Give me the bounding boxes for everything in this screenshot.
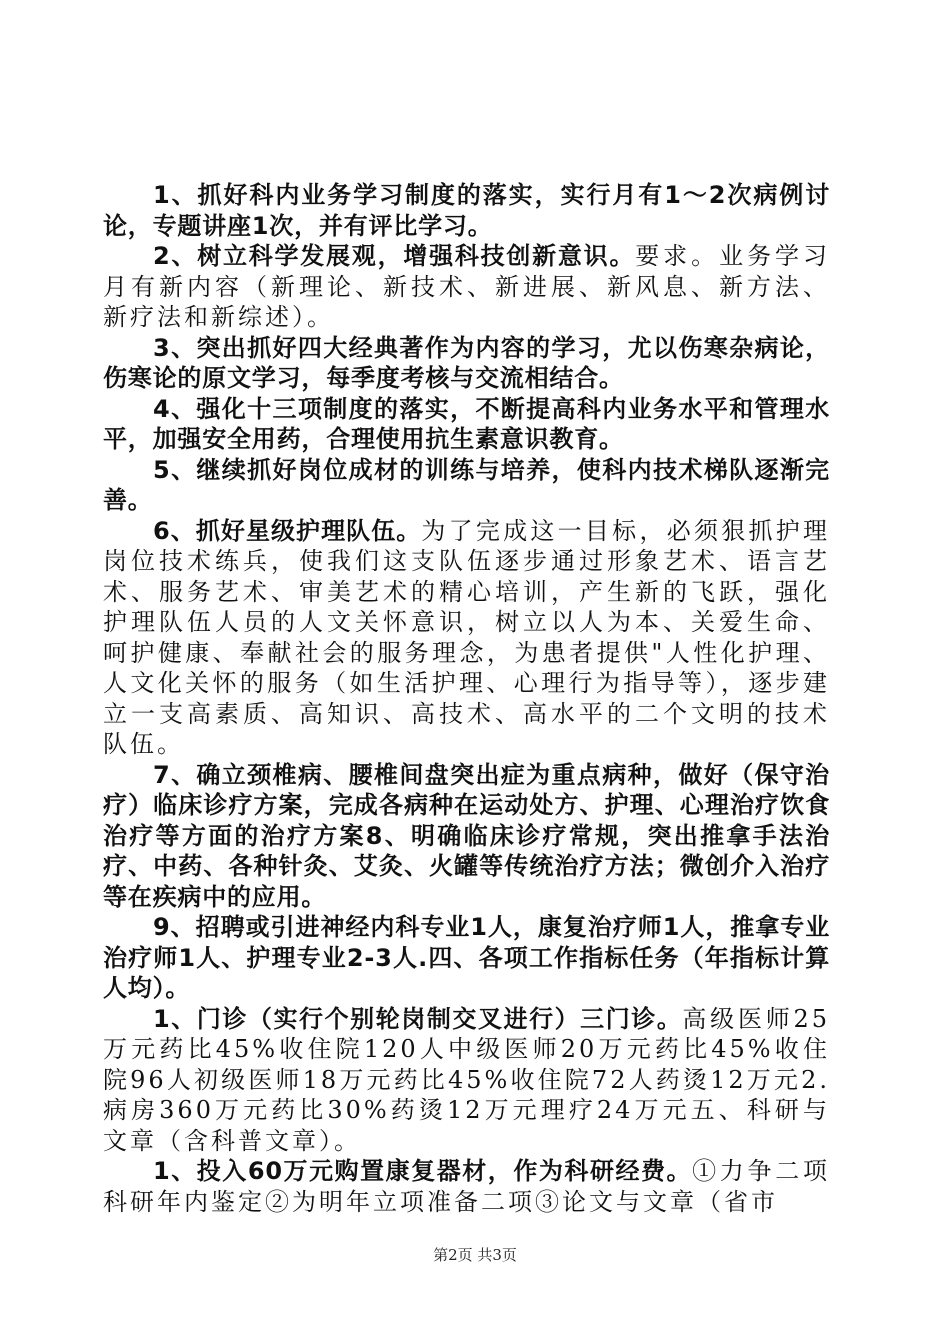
paragraph-3: 3、突出抓好四大经典著作为内容的学习，尤以伤寒杂病论，伤寒论的原文学习，每季度考核与交流相结合。: [103, 333, 830, 392]
paragraph-8: 9、招聘或引进神经内科专业1人，康复治疗师1人，推拿专业治疗师1人、护理专业2-3人.四、各项工作指标任务（年指标计算人均）。: [103, 913, 830, 1002]
page-footer: 第2页 共3页: [433, 1246, 517, 1264]
paragraph-5: 5、继续抓好岗位成材的训练与培养，使科内技术梯队逐渐完善。: [103, 455, 830, 514]
paragraph-9: 1、门诊（实行个别轮岗制交叉进行）三门诊。高级医师25万元药比45%收住院120人中级医师20万元药比45%收住院96人初级医师18万元药比45%收住院72人药烫12万元2.病房360万元药比30%药烫12万元理疗24万元五、科研与文章（含科普文章）。: [103, 1004, 830, 1155]
body-text: [103, 180, 830, 1217]
paragraph-4: 4、强化十三项制度的落实，不断提高科内业务水平和管理水平，加强安全用药，合理使用抗生素意识教育。: [103, 394, 830, 453]
paragraph-7: 7、确立颈椎病、腰椎间盘突出症为重点病种，做好（保守治疗）临床诊疗方案，完成各病种在运动处方、护理、心理治疗饮食治疗等方面的治疗方案8、明确临床诊疗常规，突出推拿手法治疗、中药、各种针灸、艾灸、火罐等传统治疗方法；微创介入治疗等在疾病中的应用。: [103, 760, 830, 911]
paragraph-10: 1、投入60万元购置康复器材，作为科研经费。①力争二项科研年内鉴定②为明年立项准备二项③论文与文章（省市: [103, 1157, 831, 1216]
paragraph-6: 6、抓好星级护理队伍。为了完成这一目标，必须狠抓护理岗位技术练兵，使我们这支队伍逐步通过形象艺术、语言艺术、服务艺术、审美艺术的精心培训，产生新的飞跃，强化护理队伍人员的人文关怀意识，树立以人为本、关爱生命、呵护健康、奉献社会的服务理念，为患者提供"人性化护理、人文化关怀的服务（如生活护理、心理行为指导等），逐步建立一支高素质、高知识、高技术、高水平的二个文明的技术队伍。: [103, 516, 830, 758]
paragraph-2: 2、树立科学发展观，增强科技创新意识。要求。业务学习月有新内容（新理论、新技术、新进展、新风息、新方法、新疗法和新综述）。: [103, 242, 831, 331]
paragraph-1: 1、抓好科内业务学习制度的落实，实行月有1～2次病例讨论，专题讲座1次，并有评比学习。: [103, 181, 830, 240]
